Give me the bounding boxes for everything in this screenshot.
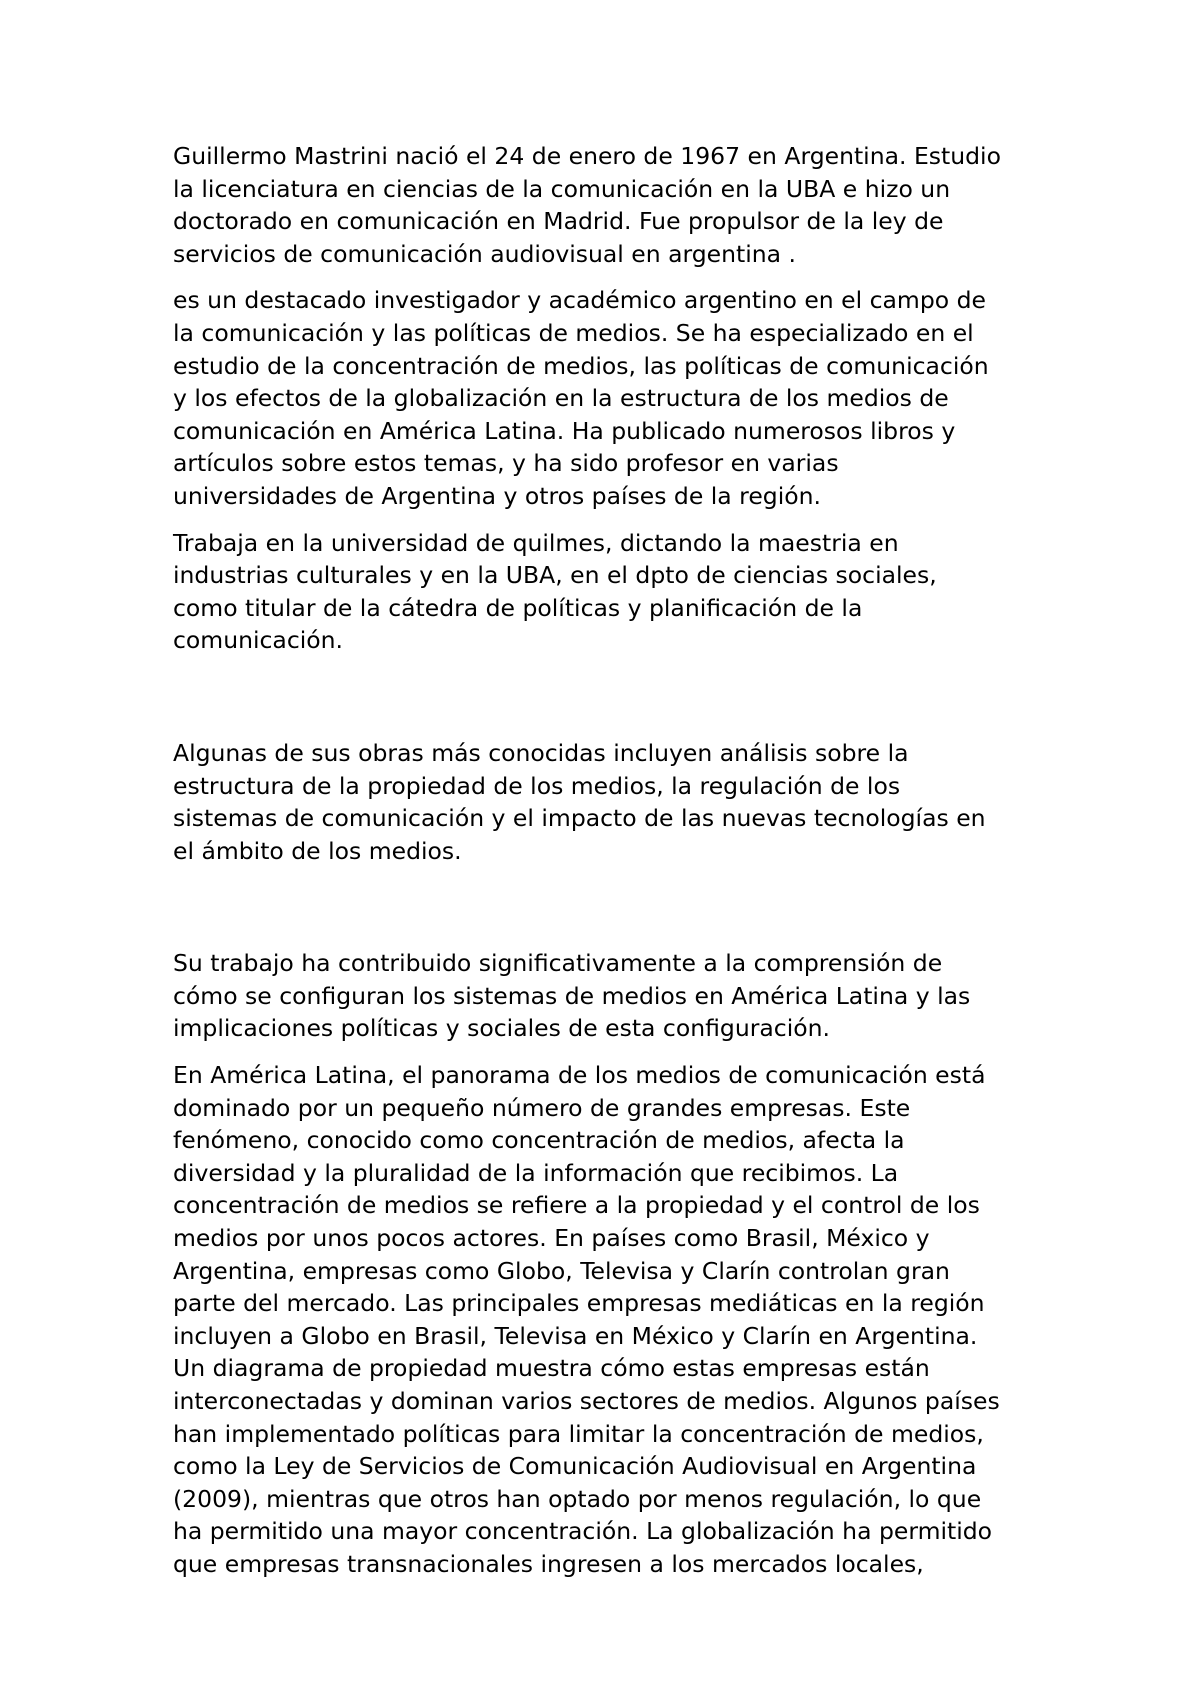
text-line: han implementado políticas para limitar la concentración de medios, bbox=[173, 1419, 984, 1448]
paragraph-contribution bbox=[173, 947, 1043, 1045]
paragraph-media-concentration bbox=[173, 1059, 1043, 1581]
text-line: doctorado en comunicación en Madrid. Fue propulsor de la ley de bbox=[173, 207, 944, 236]
text-line: industrias culturales y en la UBA, en el dpto de ciencias sociales, bbox=[173, 561, 937, 590]
paragraph-biography bbox=[173, 140, 1043, 270]
text-line: concentración de medios se refiere a la propiedad y el control de los bbox=[173, 1191, 980, 1220]
paragraph-works bbox=[173, 737, 1043, 867]
text-line: diversidad y la pluralidad de la información que recibimos. La bbox=[173, 1158, 899, 1187]
text-line: artículos sobre estos temas, y ha sido profesor en varias bbox=[173, 449, 839, 478]
text-line: estudio de la concentración de medios, las políticas de comunicación bbox=[173, 351, 989, 380]
text-line: ha permitido una mayor concentración. La globalización ha permitido bbox=[173, 1517, 993, 1546]
text-line: En América Latina, el panorama de los medios de comunicación está bbox=[173, 1061, 986, 1090]
text-line: comunicación. bbox=[173, 626, 344, 655]
text-line: sistemas de comunicación y el impacto de las nuevas tecnologías en bbox=[173, 804, 986, 833]
text-line: implicaciones políticas y sociales de esta configuración. bbox=[173, 1014, 830, 1043]
text-line: Guillermo Mastrini nació el 24 de enero de 1967 en Argentina. Estudio bbox=[173, 142, 1001, 170]
text-line: (2009), mientras que otros han optado por menos regulación, lo que bbox=[173, 1484, 982, 1513]
paragraph-work bbox=[173, 527, 1043, 657]
text-line: es un destacado investigador y académico argentino en el campo de bbox=[173, 286, 986, 315]
text-line: el ámbito de los medios. bbox=[173, 836, 462, 865]
text-line: Un diagrama de propiedad muestra cómo estas empresas están bbox=[173, 1354, 930, 1383]
text-line: Su trabajo ha contribuido significativamente a la comprensión de bbox=[173, 949, 943, 978]
text-line: Argentina, empresas como Globo, Televisa y Clarín controlan gran bbox=[173, 1256, 950, 1285]
text-line: servicios de comunicación audiovisual en argentina . bbox=[173, 239, 797, 268]
text-line: como titular de la cátedra de políticas y planificación de la bbox=[173, 593, 863, 622]
text-line: Trabaja en la universidad de quilmes, dictando la maestria en bbox=[173, 528, 899, 557]
text-line: universidades de Argentina y otros países de la región. bbox=[173, 481, 821, 510]
text-line: incluyen a Globo en Brasil, Televisa en México y Clarín en Argentina. bbox=[173, 1321, 978, 1350]
text-line: comunicación en América Latina. Ha publicado numerosos libros y bbox=[173, 416, 956, 445]
text-line: parte del mercado. Las principales empresas mediáticas en la región bbox=[173, 1289, 985, 1318]
text-line: y los efectos de la globalización en la estructura de los medios de bbox=[173, 384, 949, 413]
document-body bbox=[173, 140, 1043, 1581]
text-line: dominado por un pequeño número de grandes empresas. Este bbox=[173, 1093, 911, 1122]
text-line: medios por unos pocos actores. En países como Brasil, México y bbox=[173, 1224, 930, 1253]
text-line: interconectadas y dominan varios sectores de medios. Algunos países bbox=[173, 1387, 1000, 1415]
text-line: estructura de la propiedad de los medios, la regulación de los bbox=[173, 771, 901, 800]
text-line: cómo se configuran los sistemas de medios en América Latina y las bbox=[173, 981, 971, 1010]
text-line: la licenciatura en ciencias de la comunicación en la UBA e hizo un bbox=[173, 174, 951, 203]
paragraph-research bbox=[173, 284, 1043, 512]
text-line: que empresas transnacionales ingresen a los mercados locales, bbox=[173, 1549, 924, 1578]
text-line: la comunicación y las políticas de medios. Se ha especializado en el bbox=[173, 318, 974, 347]
text-line: como la Ley de Servicios de Comunicación Audiovisual en Argentina bbox=[173, 1452, 977, 1481]
text-line: fenómeno, conocido como concentración de medios, afecta la bbox=[173, 1126, 905, 1155]
text-line: Algunas de sus obras más conocidas incluyen análisis sobre la bbox=[173, 738, 909, 767]
